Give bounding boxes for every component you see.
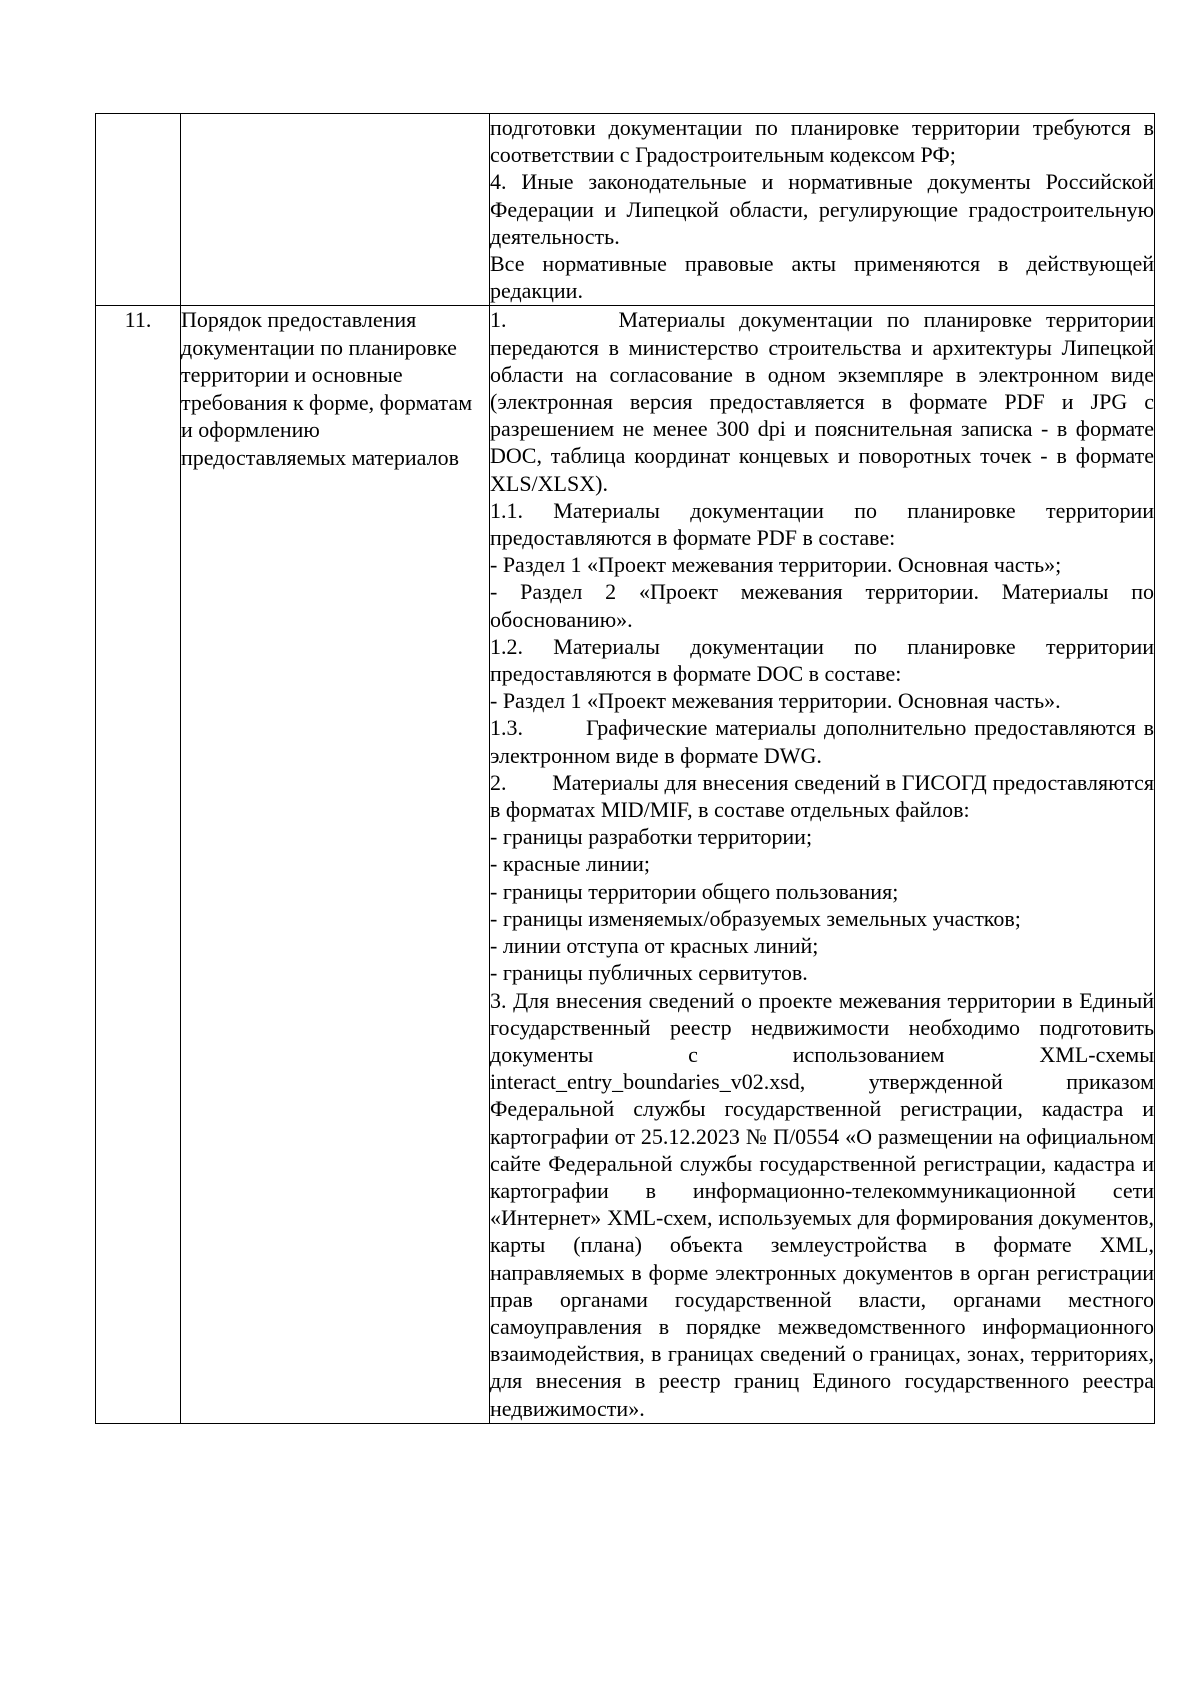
list-item: - границы территории общего пользования; <box>490 878 899 904</box>
table-row <box>96 306 1155 1423</box>
list-item: - границы изменяемых/образуемых земельных участков; <box>490 905 1021 931</box>
list-item: - границы разработки территории; <box>490 824 813 850</box>
paragraph: 1.2. Материалы документации по планировке территории предоставляются в формате DOC в составе: <box>490 633 1154 687</box>
paragraph: 3. Для внесения сведений о проекте межевания территории в Единый государственный реестр недвижимости необходимо подготовить документы с использованием XML-схемы interact_entry_boundaries_v02.xsd, утвержденной приказом Федеральной службы государственной регистрации, кадастра и картографии от 25.12.2023 № П/0554 «О размещении на официальном сайте Федеральной службы государственной регистрации, кадастра и картографии в информационно-телекоммуникационной сети «Интернет» XML-схем, используемых для формирования документов, карты (плана) объекта землеустройства в формате XML, направляемых в форме электронных документов в орган регистрации прав органами государственной власти, органами местного самоуправления в порядке межведомственного информационного взаимодействия, в границах сведений о границах, зонах, территориях, для внесения в реестр границ Единого государственного реестра недвижимости». <box>490 987 1154 1421</box>
row-number-cell <box>96 114 181 306</box>
paragraph: 1. Материалы документации по планировке территории передаются в министерство строительства и архитектуры Липецкой области на согласование в одном экземпляре в электронном виде (электронная версия предоставляется в формате PDF и JPG с разрешением не менее 300 dpi и пояснительная записка - в формате DOC, таблица координат концевых и поворотных точек - в формате XLS/XLSX). <box>490 307 1154 496</box>
row-name-cell: Порядок предоставления документации по планировке территории и основные требования к форме, форматам и оформлению предоставляемых материалов <box>181 306 490 1423</box>
list-item: - линии отступа от красных линий; <box>490 933 819 959</box>
paragraph: подготовки документации по планировке территории требуются в соответствии с Градостроительным кодексом РФ; <box>490 115 1154 168</box>
row-content-cell <box>490 114 1155 306</box>
paragraph: - Раздел 1 «Проект межевания территории. Основная часть». <box>490 688 1061 714</box>
row-number-cell: 11. <box>96 306 181 1423</box>
list-item: - красные линии; <box>490 851 651 877</box>
paragraph: Все нормативные правовые акты применяются в действующей редакции. <box>490 251 1154 304</box>
requirements-table <box>95 113 1155 1424</box>
paragraph: 4. Иные законодательные и нормативные документы Российской Федерации и Липецкой области, регулирующие градостроительную деятельность. <box>490 169 1154 249</box>
paragraph: 2. Материалы для внесения сведений в ГИСОГД предоставляются в форматах MID/MIF, в составе отдельных файлов: <box>490 769 1154 823</box>
row-name-cell <box>181 114 490 306</box>
paragraph: - Раздел 2 «Проект межевания территории. Материалы по обоснованию». <box>490 579 1154 632</box>
paragraph: - Раздел 1 «Проект межевания территории. Основная часть»; <box>490 552 1062 578</box>
row-content-cell <box>490 306 1155 1423</box>
list-item: - границы публичных сервитутов. <box>490 960 808 986</box>
table-row <box>96 114 1155 306</box>
paragraph: 1.3. Графические материалы дополнительно предоставляются в электронном виде в формате DWG. <box>490 715 1154 768</box>
paragraph: 1.1. Материалы документации по планировке территории предоставляются в формате PDF в составе: <box>490 497 1154 551</box>
